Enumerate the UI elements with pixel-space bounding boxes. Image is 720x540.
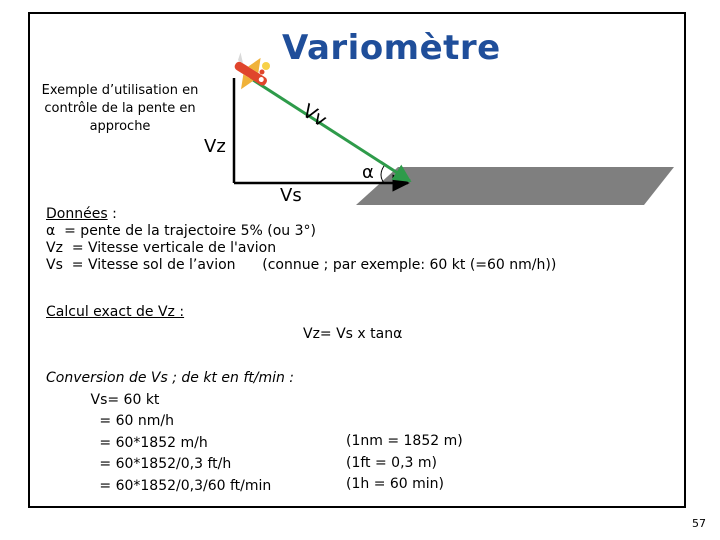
airplane-icon: [260, 62, 271, 75]
data-header-suffix: :: [107, 206, 117, 222]
conversion-title: Conversion de Vs ; de kt en ft/min :: [46, 370, 295, 386]
calc-title: Calcul exact de Vz :: [46, 304, 185, 320]
conversion-section: [46, 368, 294, 497]
conversion-line: = 60*1852 m/h: [46, 434, 208, 451]
conversion-line: = 60 nm/h: [46, 413, 174, 429]
example-caption-line: contrôle de la pente en: [44, 101, 196, 116]
ground-plane: [356, 167, 674, 205]
vz-formula: Vz= Vs x tanα: [303, 326, 403, 342]
conversion-line: = 60*1852/0,3/60 ft/min: [46, 477, 272, 494]
data-row: Vs = Vitesse sol de l’avion (connue ; par exemple: 60 kt (=60 nm/h)): [46, 257, 557, 273]
vv-vector: [250, 78, 410, 181]
example-caption-line: Exemple d’utilisation en: [41, 83, 199, 98]
data-section: [46, 206, 556, 274]
conversion-note: (1nm = 1852 m): [346, 433, 463, 449]
vz-label: Vz: [204, 136, 226, 157]
conversion-note: (1ft = 0,3 m): [346, 454, 437, 471]
conversion-line: Vs= 60 kt: [46, 391, 160, 408]
slide-title: Variomètre: [282, 28, 501, 68]
conversion-note: (1h = 60 min): [346, 476, 444, 492]
example-caption-line: approche: [89, 119, 151, 134]
vv-label: Vv: [298, 100, 331, 132]
conversion-line: = 60*1852/0,3 ft/h: [46, 456, 232, 472]
page-number: 57: [692, 517, 706, 530]
data-header: Données: [46, 206, 108, 222]
conversion-notes: [346, 431, 463, 496]
data-row: α = pente de la trajectoire 5% (ou 3°): [46, 223, 316, 239]
vs-label: Vs: [280, 185, 302, 206]
data-row: Vz = Vitesse verticale de l'avion: [46, 240, 277, 256]
alpha-label: α: [362, 162, 374, 183]
